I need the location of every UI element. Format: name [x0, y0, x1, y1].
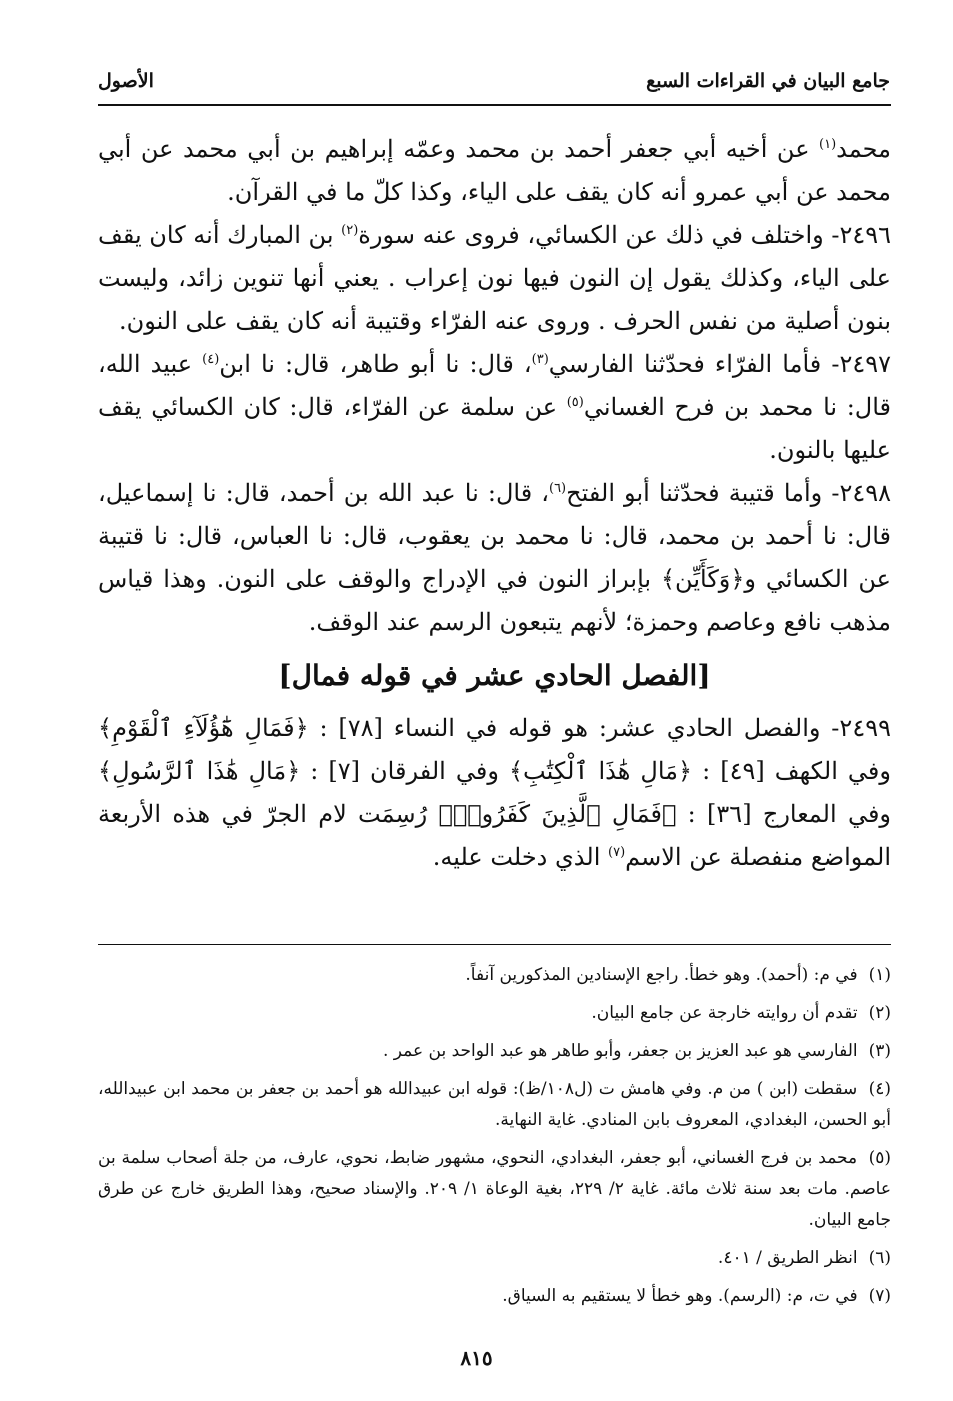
footnote-ref[interactable]: (٦): [548, 481, 567, 496]
paragraph-2496: ٢٤٩٦- واختلف في ذلك عن الكسائي، فروى عنه سورة$^{(٢)}$ بن المبارك أنه كان يقف على الياء، وكذلك يقول إن النون فيها نون إعراب . يعني أنها تنوين زائد، وليست بنون أصلية من نفس الحرف . وروى عنه الفرّاء وقتيبة أنه كان يقف على النون.: [98, 221, 891, 335]
section-title: الأصول: [98, 70, 154, 92]
footnotes: [98, 960, 891, 1319]
footnote-7: (٧) في ت، م: (الرسم). وهو خطأ لا يستقيم به السياق.: [502, 1286, 891, 1306]
footnote-4: (٤) سقطت (ابن ) من م. وفي هامش ت (ل١٠٨/ظ): قوله ابن عبيدالله هو أحمد بن جعفر بن محمد ابن عبيدالله، أبو الحسن، البغدادي، المعروف بابن المنادي. غاية النهاية.: [98, 1079, 892, 1130]
footnote-divider: [98, 944, 891, 945]
paragraph-2497: ٢٤٩٧- فأما الفرّاء فحدّثنا الفارسي$^{(٣)}$، قال: نا أبو طاهر، قال: نا ابن$^{(٤)}$ عبيد الله، قال: نا محمد بن فرح الغساني$^{(٥)}$ عن سلمة عن الفرّاء، قال: كان الكسائي يقف عليها بالنون.: [98, 350, 892, 464]
book-title: جامع البيان في القراءات السبع: [646, 70, 890, 92]
footnote-2: (٢) تقدم أن روايته خارجة عن جامع البيان.: [591, 1003, 891, 1023]
footnote-ref[interactable]: (١): [819, 137, 837, 152]
main-text: [98, 128, 891, 879]
footnote-ref[interactable]: (٤): [202, 352, 220, 367]
paragraph-2498: ٢٤٩٨- وأما قتيبة فحدّثنا أبو الفتح$^{(٦)}$، قال: نا عبد الله بن أحمد، قال: نا إسماعيل، قال: نا أحمد بن محمد، قال: نا محمد بن يعقوب، قال: نا العباس، قال: نا قتيبة عن الكسائي و﴿وَكَأَيِّن﴾ بإبراز النون في الإدراج والوقف على النون. وهذا قياس مذهب نافع وعاصم وحمزة؛ لأنهم يتبعون الرسم عند الوقف.: [98, 479, 891, 636]
page-number: ٨١٥: [460, 1346, 493, 1370]
header-divider: [98, 104, 891, 106]
footnote-ref[interactable]: (٢): [341, 223, 359, 238]
paragraph-2499: ٢٤٩٩- والفصل الحادي عشر: هو قوله في النساء [٧٨] : ﴿فَمَالِ هَٰٓؤُلَآءِ ٱلْقَوْمِ﴾ وفي الكهف [٤٩] : ﴿مَالِ هَٰذَا ٱلْكِتَٰبِ﴾ وفي الفرقان [٧] : ﴿مَالِ هَٰذَا ٱلرَّسُولِ﴾ وفي المعارج [٣٦] : ﴿فَمَالِ ٱلَّذِينَ كَفَرُوا۟﴾ رُسِمَت لام الجرّ في هذه الأربعة المواضع منفصلة عن الاسم$^{(٧)}$ الذي دخلت عليه.: [98, 714, 892, 871]
paragraph-1: محمد$^{(١)}$ عن أخيه أبي جعفر أحمد بن محمد وعمّه إبراهيم بن أبي محمد عن أبي محمد عن أبي عمرو أنه كان يقف على الياء، وكذا كلّ ما في القرآن.: [98, 135, 891, 206]
footnote-6: (٦) انظر الطريق / ٤٠١.: [717, 1248, 891, 1268]
footnote-ref[interactable]: (٣): [531, 352, 549, 367]
running-header: [98, 70, 890, 104]
footnote-3: (٣) الفارسي هو عبد العزيز بن جعفر، وأبو طاهر هو عبد الواحد بن عمر .: [382, 1041, 891, 1061]
chapter-heading: [الفصل الحادي عشر في قوله فمال]: [278, 659, 711, 692]
footnote-ref[interactable]: (٥): [566, 395, 584, 410]
footnote-5: (٥) محمد بن فرج الغساني، أبو جعفر، البغدادي، النحوي، مشهور ضابط، نحوي، عارف، من جلة أصحاب سلمة بن عاصم. مات بعد سنة ثلاث مائة. غاية ٢/ ٢٢٩، بغية الوعاة ١/ ٢٠٩. والإسناد صحيح، وهذا الطريق خارج عن طرق جامع البيان.: [98, 1148, 891, 1230]
footnote-1: (١) في م: (أحمد). وهو خطأ. راجع الإسنادين المذكورين آنفاً.: [465, 965, 891, 985]
footnote-ref[interactable]: (٧): [608, 845, 626, 860]
